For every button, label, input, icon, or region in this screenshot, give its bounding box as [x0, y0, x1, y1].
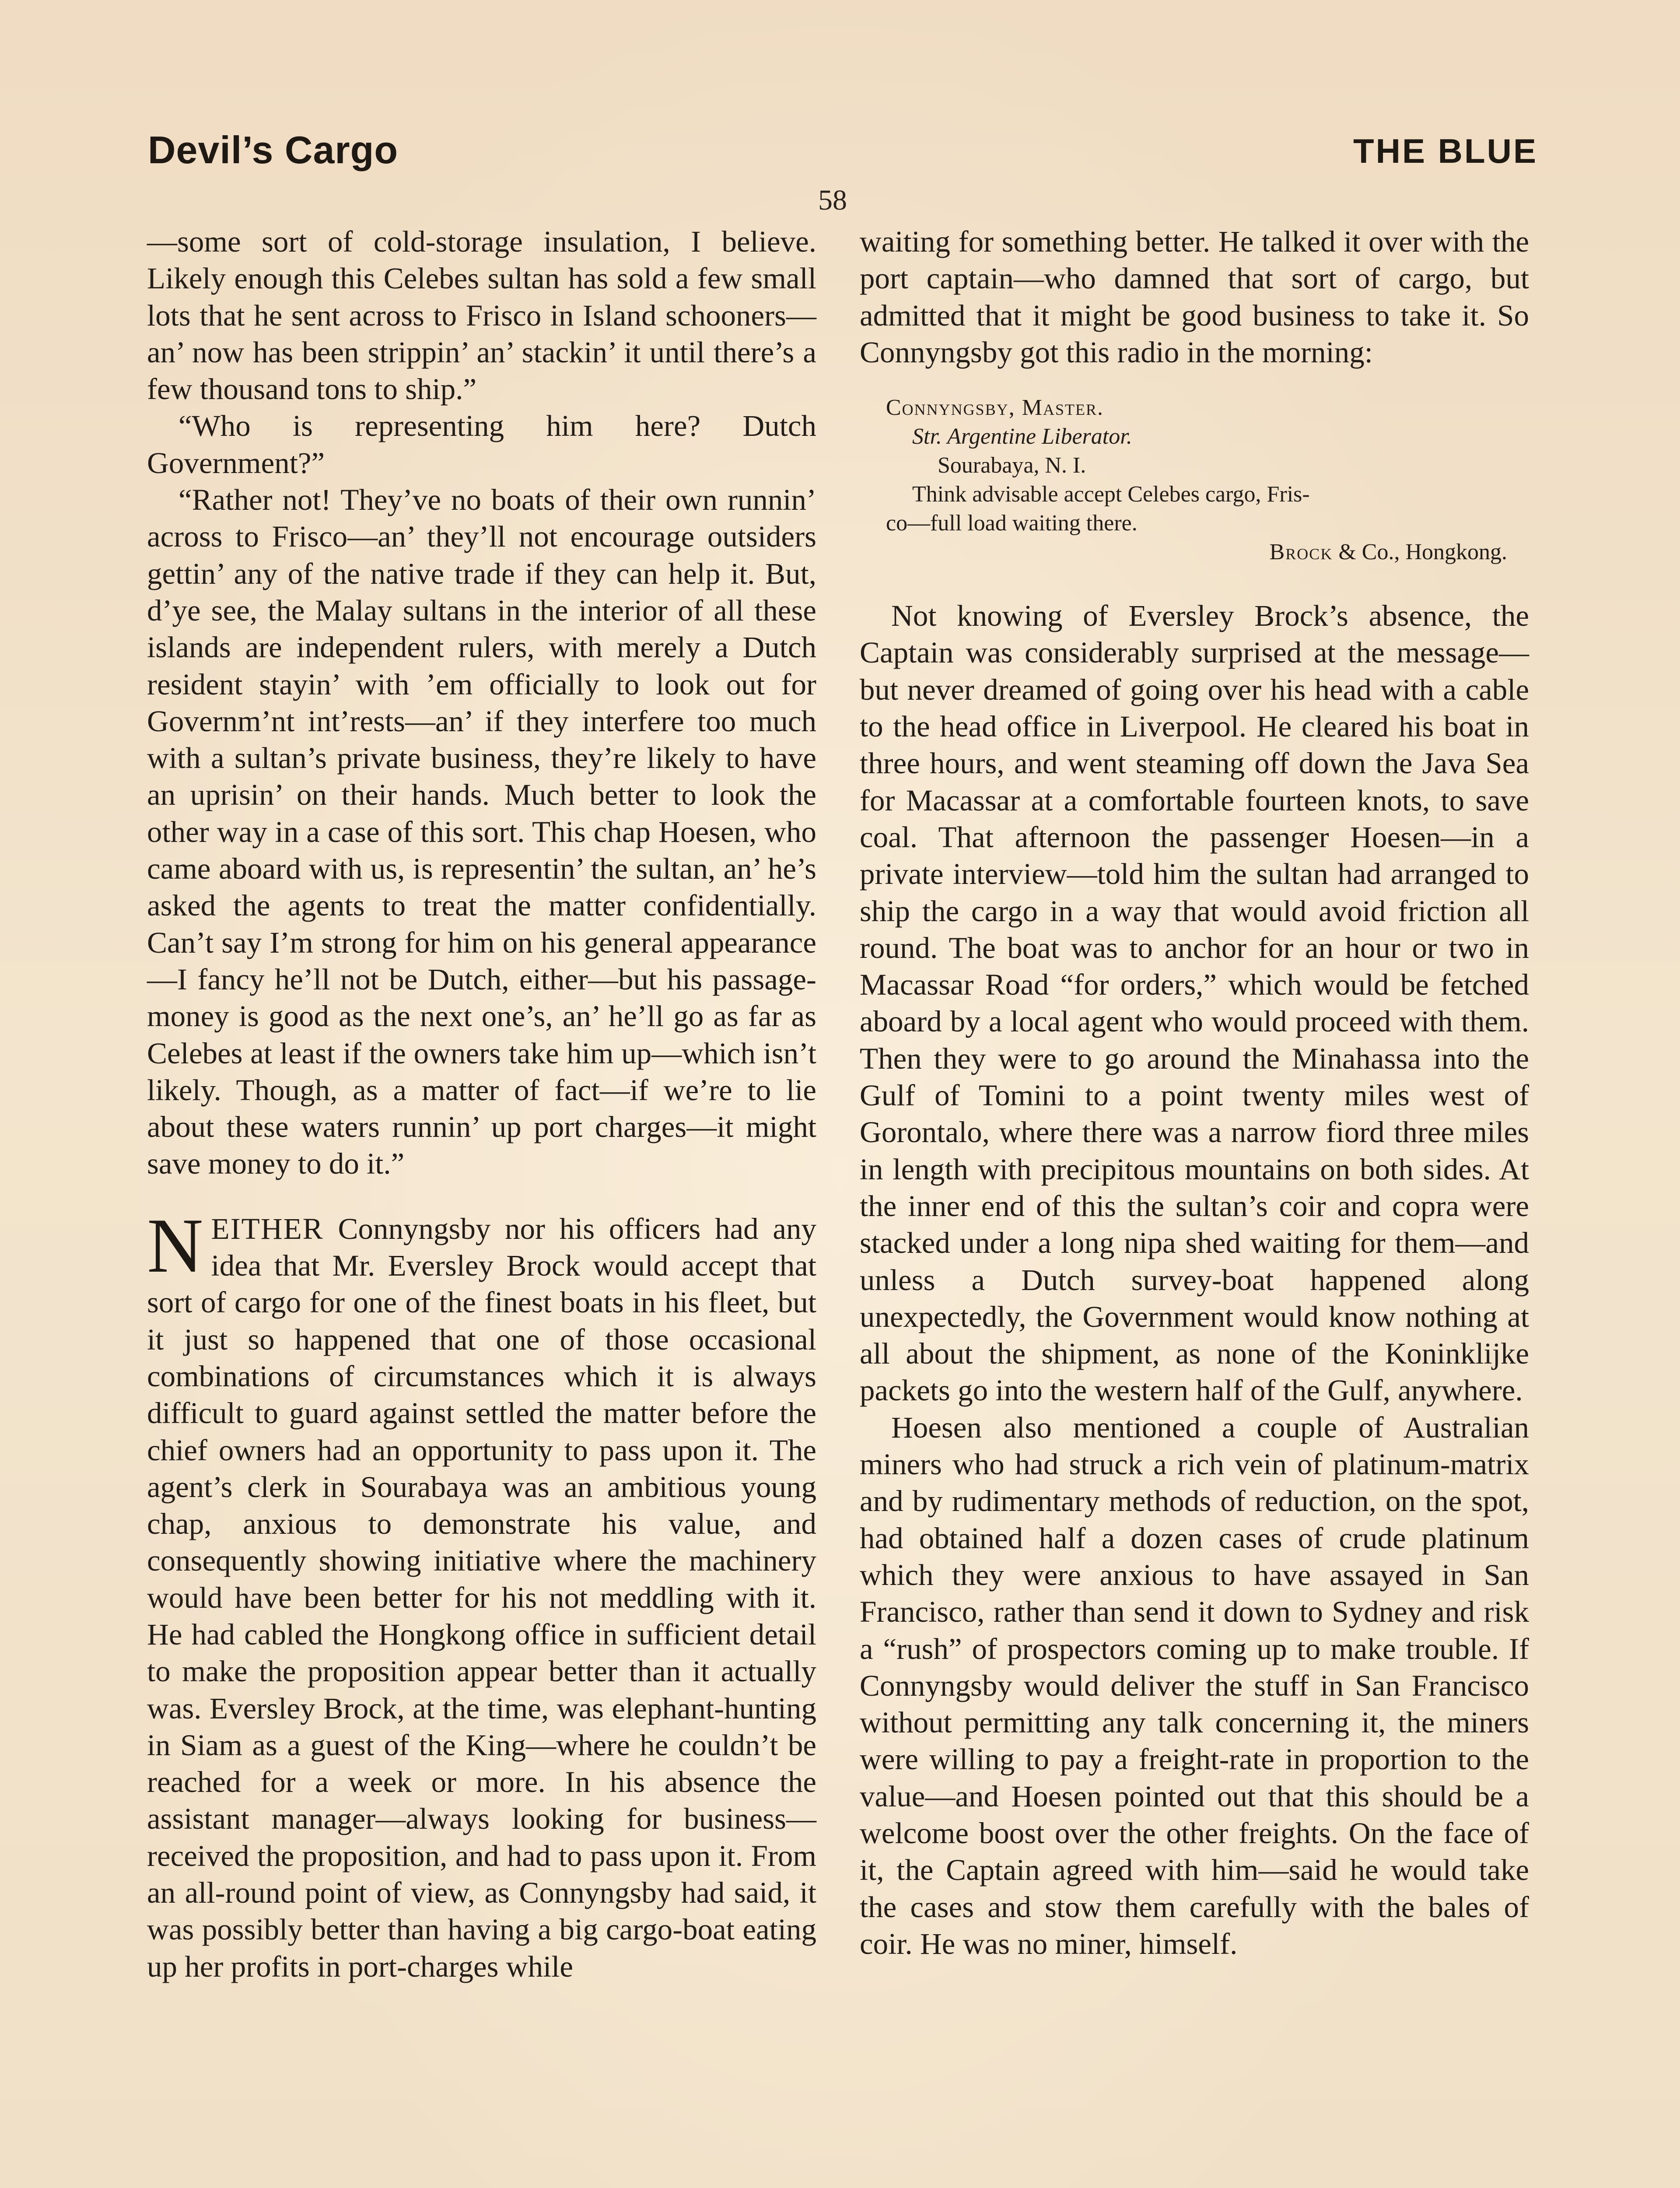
paragraph: —some sort of cold-storage insulation, I believe. Likely enough this Celebes sultan has sold a few small lots that he sent across to Frisco in Island schooners—an’ now has been strippin’ an’ stackin’ it until there’s a few thousand tons to ship.”	[147, 225, 816, 406]
magazine-name: THE BLUE	[1353, 132, 1538, 170]
section-opening-paragraph	[147, 1202, 816, 1985]
paragraph: “Rather not! They’ve no boats of their own runnin’ across to Frisco—an’ they’ll not encourage outsiders gettin’ any of the native trade if they can help it. But, d’ye see, the Malay sultans in the interior of all these islands are independent rulers, with merely a Dutch resident stayin’ with ’em officially to look out for Governm’nt int’rests—an’ if they interfere too much with a sultan’s private business, they’re likely to have an uprisin’ on their hands. Much better to look the other way in a case of this sort. This chap Hoesen, who came aboard with us, is representin’ the sultan, an’ he’s asked the agents to treat the matter confidentially. Can’t say I’m strong for him on his general appearance—I fancy he’ll not be Dutch, either—but his passage-money is good as the next one’s, an’ he’ll go as far as Celebes at least if the owners take him up—which isn’t likely. Though, as a matter of fact—if we’re to lie about these waters runnin’ up port charges—it might save money to do it.”	[147, 483, 816, 1181]
radio-ship: Str. Argentine Liberator.	[912, 424, 1132, 449]
lead-word: EITHER	[211, 1212, 324, 1245]
paragraph-text: Connyngsby nor his officers had any idea that Mr. Eversley Brock would accept that sort of cargo for one of the finest boats in his fleet, but it just so happened that one of those occasional combinations of circumstances which it is always difficult to guard against settled the matter before the chief owners had an opportunity to pass upon it. The agent’s clerk in Sourabaya was an ambitious young chap, anxious to demonstrate his value, and consequently showing initiative where the machinery would have been better for his not meddling with it. He had cabled the Hongkong office in sufficient detail to make the proposition appear better than it actually was. Eversley Brock, at the time, was elephant-hunting in Siam as a guest of the King—where he couldn’t be reached for a week or more. In his absence the assistant manager—always looking for business—received the proposition, and had to pass upon it. From an all-round point of view, as Connyngsby had said, it was possibly better than having a big cargo-boat eating up her profits in port-charges while	[147, 1212, 816, 1983]
left-column	[147, 223, 816, 1985]
page-number: 58	[818, 184, 847, 216]
radio-signature: Brock & Co., Hongkong.	[1269, 540, 1507, 565]
radio-message	[886, 393, 1520, 567]
paragraph: waiting for something better. He talked it over with the port captain—who damned that sort of cargo, but admitted that it might be good business to take it. So Connyngsby got this radio in the morning:	[860, 225, 1529, 369]
drop-cap: N	[147, 1202, 203, 1289]
radio-recipient: Connyngsby, Master.	[886, 395, 1104, 421]
radio-port: Sourabaya, N. I.	[938, 453, 1086, 478]
story-title: Devil’s Cargo	[148, 128, 399, 172]
radio-body-line: Think advisable accept Celebes cargo, Fris-	[912, 482, 1310, 507]
right-column	[860, 223, 1529, 1962]
paragraph: Hoesen also mentioned a couple of Australian miners who had struck a rich vein of platinum-matrix and by rudimentary methods of reduction, on the spot, had obtained half a dozen cases of crude platinum which they were anxious to have assayed in San Francisco, rather than send it down to Sydney and risk a “rush” of prospectors coming up to make trouble. If Connyngsby would deliver the stuff in San Francisco without permitting any talk concerning it, the miners were willing to pay a freight-rate in proportion to the value—and Hoesen pointed out that this should be a welcome boost over the other freights. On the face of it, the Captain agreed with him—said he would take the cases and stow them carefully with the bales of coir. He was no miner, himself.	[860, 1410, 1529, 1960]
paragraph: “Who is representing him here? Dutch Government?”	[147, 409, 816, 480]
paragraph: Not knowing of Eversley Brock’s absence, the Captain was considerably surprised at the message—but never dreamed of going over his head with a cable to the head office in Liverpool. He cleared his boat in three hours, and went steaming off down the Java Sea for Macassar at a comfortable fourteen knots, to save coal. That afternoon the passenger Hoesen—in a private interview—told him the sultan had arranged to ship the cargo in a way that would avoid friction all round. The boat was to anchor for an hour or two in Macassar Road “for orders,” which would be fetched aboard by a local agent who would proceed with them. Then they were to go around the Minahassa into the Gulf of Tomini to a point twenty miles west of Gorontalo, where there was a narrow fiord three miles in length with precipitous mountains on both sides. At the inner end of this the sultan’s coir and copra were stacked under a long nipa shed waiting for them—and unless a Dutch survey-boat happened along unexpectedly, the Government would know nothing at all about the shipment, as none of the Koninklijke packets go into the western half of the Gulf, anywhere.	[860, 599, 1529, 1407]
radio-body-line: co—full load waiting there.	[886, 511, 1138, 536]
